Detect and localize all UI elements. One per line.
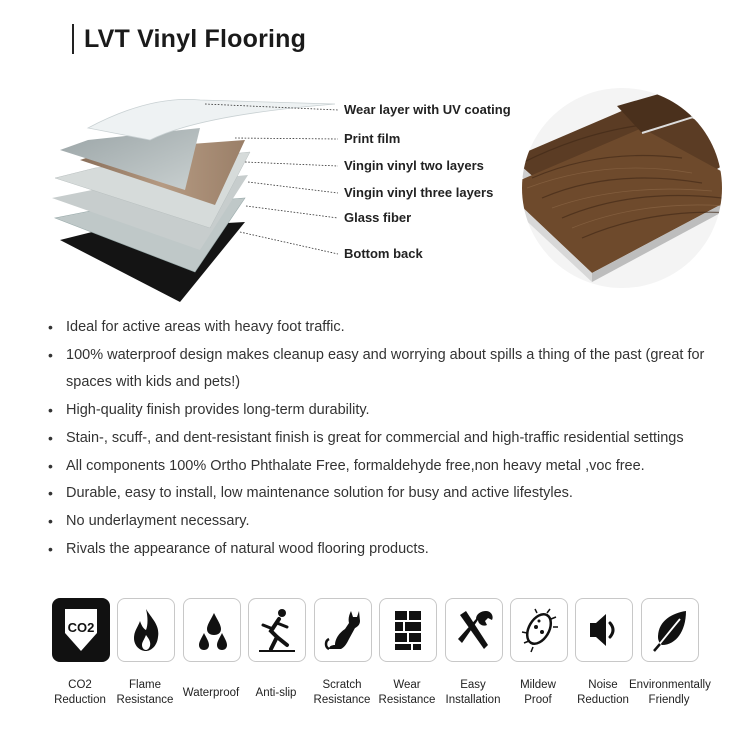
list-item: • 100% waterproof design makes cleanup easy and worrying about spills a thing of the past (great for spaces with kids and pets!) bbox=[48, 342, 738, 397]
icon-label-noise: Noise Reduction bbox=[577, 679, 629, 706]
list-item: • Durable, easy to install, low maintenance solution for busy and active lifestyles. bbox=[48, 480, 738, 508]
co2-badge-text: CO2 bbox=[67, 620, 95, 635]
list-item: • High-quality finish provides long-term durability. bbox=[48, 397, 738, 425]
co2-reduction-icon bbox=[52, 598, 110, 662]
icon-label-flame: Flame Resistance bbox=[116, 679, 174, 706]
layer-label-glass-fiber: Glass fiber bbox=[344, 210, 412, 225]
leaf-icon bbox=[641, 598, 699, 662]
flame-icon bbox=[117, 598, 175, 662]
icon-label-mildew: Mildew Proof bbox=[520, 679, 556, 706]
icon-label-co2: CO2 Reduction bbox=[54, 679, 106, 706]
cat-scratch-icon bbox=[314, 598, 372, 662]
wear-layer bbox=[88, 99, 335, 140]
anti-slip-icon bbox=[248, 598, 306, 662]
feature-icons bbox=[52, 598, 742, 710]
icon-label-eco: Environmentally Friendly bbox=[629, 679, 711, 706]
list-item: • Rivals the appearance of natural wood flooring products. bbox=[48, 536, 738, 564]
layer-label-vinyl-three: Vingin vinyl three layers bbox=[344, 185, 494, 200]
layer-label-print: Print film bbox=[344, 131, 401, 146]
water-drops-icon bbox=[183, 598, 241, 662]
icon-label-anti-slip: Anti-slip bbox=[255, 687, 297, 699]
list-item: • Ideal for active areas with heavy foot traffic. bbox=[48, 314, 738, 342]
list-item: • Stain-, scuff-, and dent-resistant finish is great for commercial and high-traffic residential settings bbox=[48, 425, 738, 453]
product-photo bbox=[522, 88, 722, 288]
icon-label-waterproof: Waterproof bbox=[182, 687, 240, 699]
feature-list bbox=[48, 314, 738, 563]
list-item: • All components 100% Ortho Phthalate Free, formaldehyde free,non heavy metal ,voc free. bbox=[48, 453, 738, 481]
layer-label-wear: Wear layer with UV coating bbox=[344, 102, 511, 117]
list-item: • No underlayment necessary. bbox=[48, 508, 738, 536]
mildew-icon bbox=[510, 598, 568, 662]
layer-label-bottom-back: Bottom back bbox=[344, 246, 423, 261]
wear-bricks-icon bbox=[379, 598, 437, 662]
layer-label-vinyl-two: Vingin vinyl two layers bbox=[344, 158, 484, 173]
speaker-icon bbox=[575, 598, 633, 662]
icon-label-easy: Easy Installation bbox=[445, 679, 501, 706]
icon-label-scratch: Scratch Resistance bbox=[313, 679, 371, 706]
icon-label-wear: Wear Resistance bbox=[378, 679, 436, 706]
tools-icon bbox=[445, 598, 503, 662]
page-title: LVT Vinyl Flooring bbox=[72, 24, 306, 54]
